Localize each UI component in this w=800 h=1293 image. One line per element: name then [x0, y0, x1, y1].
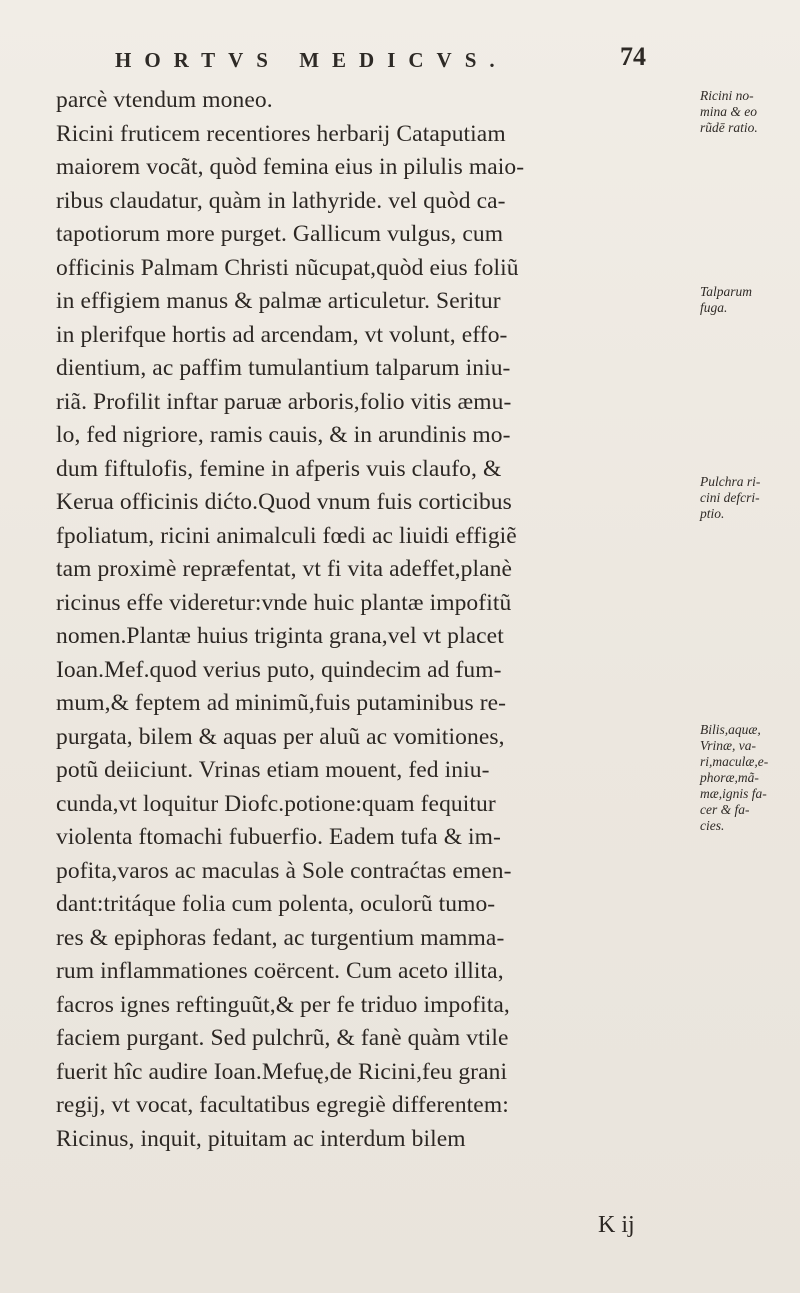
text-line: Ioan.Mef.quod verius puto, quindecim ad fum- [56, 656, 502, 683]
margin-note-line: cies. [700, 818, 725, 833]
text-line: faciem purgant. Sed pulchrũ, & fanè quàm vtile [56, 1025, 509, 1051]
margin-note-line: fuga. [700, 300, 728, 315]
margin-note-ricini-nomina [700, 88, 800, 136]
text-line: in effigiem manus & palmæ articuletur. Seritur [56, 288, 501, 314]
main-text [56, 84, 696, 1156]
margin-note-line: phoræ,mã- [700, 770, 759, 785]
text-line: cunda,vt loquitur Diofc.potione:quam fequitur [56, 790, 496, 817]
margin-note-line: Pulchra ri- [700, 474, 761, 489]
text-line: Ricini fruticem recentiores herbarij Cataputiam [56, 120, 506, 147]
margin-note-line: Ricini no- [700, 88, 754, 103]
margin-note-bilis [700, 722, 800, 834]
running-title: HORTVS MEDICVS. [115, 48, 508, 72]
text-line: tapotiorum more purget. Gallicum vulgus, cum [56, 221, 504, 247]
text-line: lo, fed nigriore, ramis cauis, & in arundinis mo- [56, 422, 511, 448]
text-line: fpoliatum, ricini animalculi fœdi ac liuidi effigiẽ [56, 522, 517, 549]
text-line: potũ deiiciunt. Vrinas etiam mouent, fed iniu- [56, 757, 490, 783]
margin-note-line: cer & fa- [700, 802, 750, 817]
text-line: mum,& feptem ad minimũ,fuis putaminibus re- [56, 690, 507, 716]
text-line: nomen.Plantæ huius triginta grana,vel vt placet [56, 623, 504, 649]
text-line: riã. Profilit inftar paruæ arboris,folio vitis æmu- [56, 388, 512, 415]
margin-note-line: ptio. [700, 506, 725, 521]
text-line: violenta ftomachi fubuerfio. Eadem tufa & im- [56, 824, 501, 850]
text-line: in plerifque hortis ad arcendam, vt volunt, effo- [56, 321, 508, 348]
text-line: facros ignes reftinguũt,& per fe triduo impofita, [56, 991, 510, 1018]
margin-note-line: ri,maculæ,e- [700, 754, 769, 769]
text-line: Kerua officinis dićto.Quod vnum fuis corticibus [56, 489, 512, 515]
text-line: maiorem vocãt, quòd femina eius in pilulis maio- [56, 154, 525, 180]
margin-note-line: rũdē ratio. [700, 120, 758, 135]
text-line: parcè vtendum moneo. [56, 87, 273, 113]
margin-note-talparum [700, 284, 800, 316]
catchword: K ij [598, 1212, 635, 1238]
text-line: dientium, ac paffim tumulantium talparum iniu- [56, 355, 511, 381]
margin-note-line: cini defcri- [700, 490, 760, 505]
running-head [95, 28, 675, 72]
margin-note-line: mina & eo [700, 104, 757, 119]
text-line: fuerit hîc audire Ioan.Mefuę,de Ricini,feu grani [56, 1058, 508, 1085]
text-line: purgata, bilem & aquas per aluũ ac vomitiones, [56, 723, 505, 750]
text-line: dant:tritáque folia cum polenta, oculorũ tumo- [56, 891, 496, 917]
text-line: rum inflammationes coërcent. Cum aceto illita, [56, 958, 504, 984]
margin-note-line: mæ,ignis fa- [700, 786, 767, 801]
text-line: tam proximè repræfentat, vt fi vita adeffet,planè [56, 556, 513, 582]
text-line: officinis Palmam Christi nũcupat,quòd eius foliũ [56, 254, 519, 281]
text-line: Ricinus, inquit, pituitam ac interdum bilem [56, 1125, 466, 1152]
text-line: regij, vt vocat, facultatibus egregiè differentem: [56, 1092, 509, 1118]
text-line: dum fiftulofis, femine in afperis vuis claufo, & [56, 455, 502, 482]
margin-note-descriptio [700, 474, 800, 522]
margin-note-line: Bilis,aquæ, [700, 722, 761, 737]
text-line: pofita,varos ac maculas à Sole contraćtas emen- [56, 857, 512, 884]
page-number: 74 [620, 42, 646, 71]
text-line: res & epiphoras fedant, ac turgentium mamma- [56, 924, 505, 951]
text-line: ribus claudatur, quàm in lathyride. vel quòd ca- [56, 187, 506, 214]
margin-note-line: Talparum [700, 284, 753, 299]
text-line: ricinus effe videretur:vnde huic plantæ impofitũ [56, 589, 512, 616]
margin-note-line: Vrinæ, va- [700, 738, 756, 753]
